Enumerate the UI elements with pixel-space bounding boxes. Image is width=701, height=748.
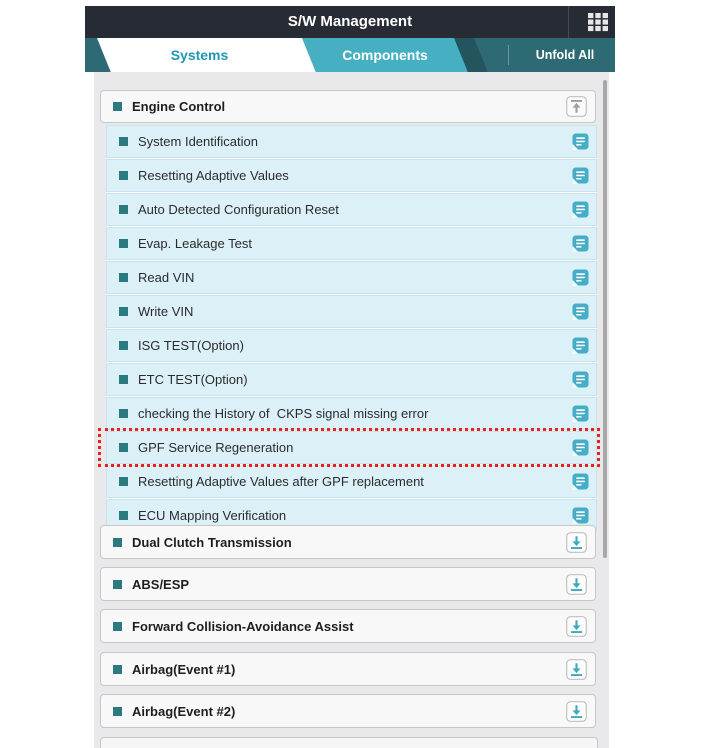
page-title: S/W Management <box>287 13 413 30</box>
scrollbar-thumb[interactable] <box>603 80 607 558</box>
bullet-square-icon <box>113 707 122 716</box>
list-item[interactable] <box>106 363 597 396</box>
bullet-square-icon <box>113 102 122 111</box>
bullet-square-icon <box>119 171 128 180</box>
section-label: ABS/ESP <box>132 576 190 592</box>
document-icon <box>572 371 589 388</box>
tab-systems-label[interactable]: Systems <box>170 47 229 63</box>
document-icon <box>572 167 589 184</box>
list-item-label: ECU Mapping Verification <box>138 508 287 523</box>
list-item[interactable] <box>106 431 597 464</box>
section-header-engine-control[interactable] <box>100 90 596 123</box>
list-item-label: GPF Service Regeneration <box>138 440 294 455</box>
section-header-partial[interactable] <box>100 737 598 748</box>
expand-down-icon[interactable] <box>566 701 587 722</box>
bullet-square-icon <box>113 622 122 631</box>
expand-down-icon[interactable] <box>566 616 587 637</box>
list-item-label: checking the History of CKPS signal missing error <box>138 406 429 421</box>
document-icon <box>572 439 589 456</box>
document-icon <box>572 269 589 286</box>
expand-down-icon[interactable] <box>566 574 587 595</box>
list-item-label: ETC TEST(Option) <box>138 372 248 387</box>
document-icon <box>572 303 589 320</box>
systems-list-panel <box>94 72 609 748</box>
list-item-label: ISG TEST(Option) <box>138 338 244 353</box>
document-icon <box>572 235 589 252</box>
document-icon <box>572 405 589 422</box>
tab-components-label[interactable]: Components <box>342 47 428 63</box>
tab-bar <box>85 38 615 72</box>
expand-down-icon[interactable] <box>566 659 587 680</box>
tabbar-divider <box>508 45 509 65</box>
bullet-square-icon <box>119 375 128 384</box>
document-icon <box>572 473 589 490</box>
list-item-label: Resetting Adaptive Values <box>138 168 289 183</box>
list-item-label: Read VIN <box>138 270 195 285</box>
list-item[interactable] <box>106 261 597 294</box>
bullet-square-icon <box>119 511 128 520</box>
document-icon <box>572 507 589 524</box>
collapse-up-icon[interactable] <box>566 96 587 117</box>
expand-down-icon[interactable] <box>566 532 587 553</box>
bullet-square-icon <box>119 137 128 146</box>
bullet-square-icon <box>119 273 128 282</box>
section-header[interactable] <box>100 567 596 601</box>
unfold-all-button[interactable]: Unfold All <box>535 48 595 62</box>
list-item[interactable] <box>106 465 597 498</box>
document-icon <box>572 201 589 218</box>
bullet-square-icon <box>119 307 128 316</box>
bullet-square-icon <box>119 239 128 248</box>
section-header[interactable] <box>100 525 596 559</box>
list-item[interactable] <box>106 227 597 260</box>
list-item[interactable] <box>106 193 597 226</box>
list-item[interactable] <box>106 329 597 362</box>
bullet-square-icon <box>119 205 128 214</box>
list-item-label: System Identification <box>138 134 258 149</box>
engine-control-items <box>106 125 597 532</box>
bullet-square-icon <box>113 665 122 674</box>
list-item[interactable] <box>106 295 597 328</box>
bullet-square-icon <box>119 477 128 486</box>
section-label: Airbag(Event #1) <box>132 661 236 677</box>
section-label: Airbag(Event #2) <box>132 703 236 719</box>
header-divider <box>568 6 569 38</box>
bullet-square-icon <box>119 409 128 418</box>
bullet-square-icon <box>119 341 128 350</box>
list-item-label: Auto Detected Configuration Reset <box>138 202 339 217</box>
list-item-label: Resetting Adaptive Values after GPF replacement <box>138 474 424 489</box>
section-label: Forward Collision-Avoidance Assist <box>132 618 354 634</box>
section-label: Dual Clutch Transmission <box>132 534 292 550</box>
bullet-square-icon <box>113 538 122 547</box>
bullet-square-icon <box>113 580 122 589</box>
document-icon <box>572 337 589 354</box>
section-header[interactable] <box>100 694 596 728</box>
list-item[interactable] <box>106 397 597 430</box>
list-item[interactable] <box>106 159 597 192</box>
list-item-label: Write VIN <box>138 304 194 319</box>
bullet-square-icon <box>119 443 128 452</box>
list-item[interactable] <box>106 125 597 158</box>
document-icon <box>572 133 589 150</box>
section-label: Engine Control <box>132 99 226 114</box>
section-header[interactable] <box>100 652 596 686</box>
section-header[interactable] <box>100 609 596 643</box>
apps-grid-icon[interactable] <box>580 6 615 38</box>
title-bar <box>85 6 615 38</box>
list-item-label: Evap. Leakage Test <box>138 236 252 251</box>
